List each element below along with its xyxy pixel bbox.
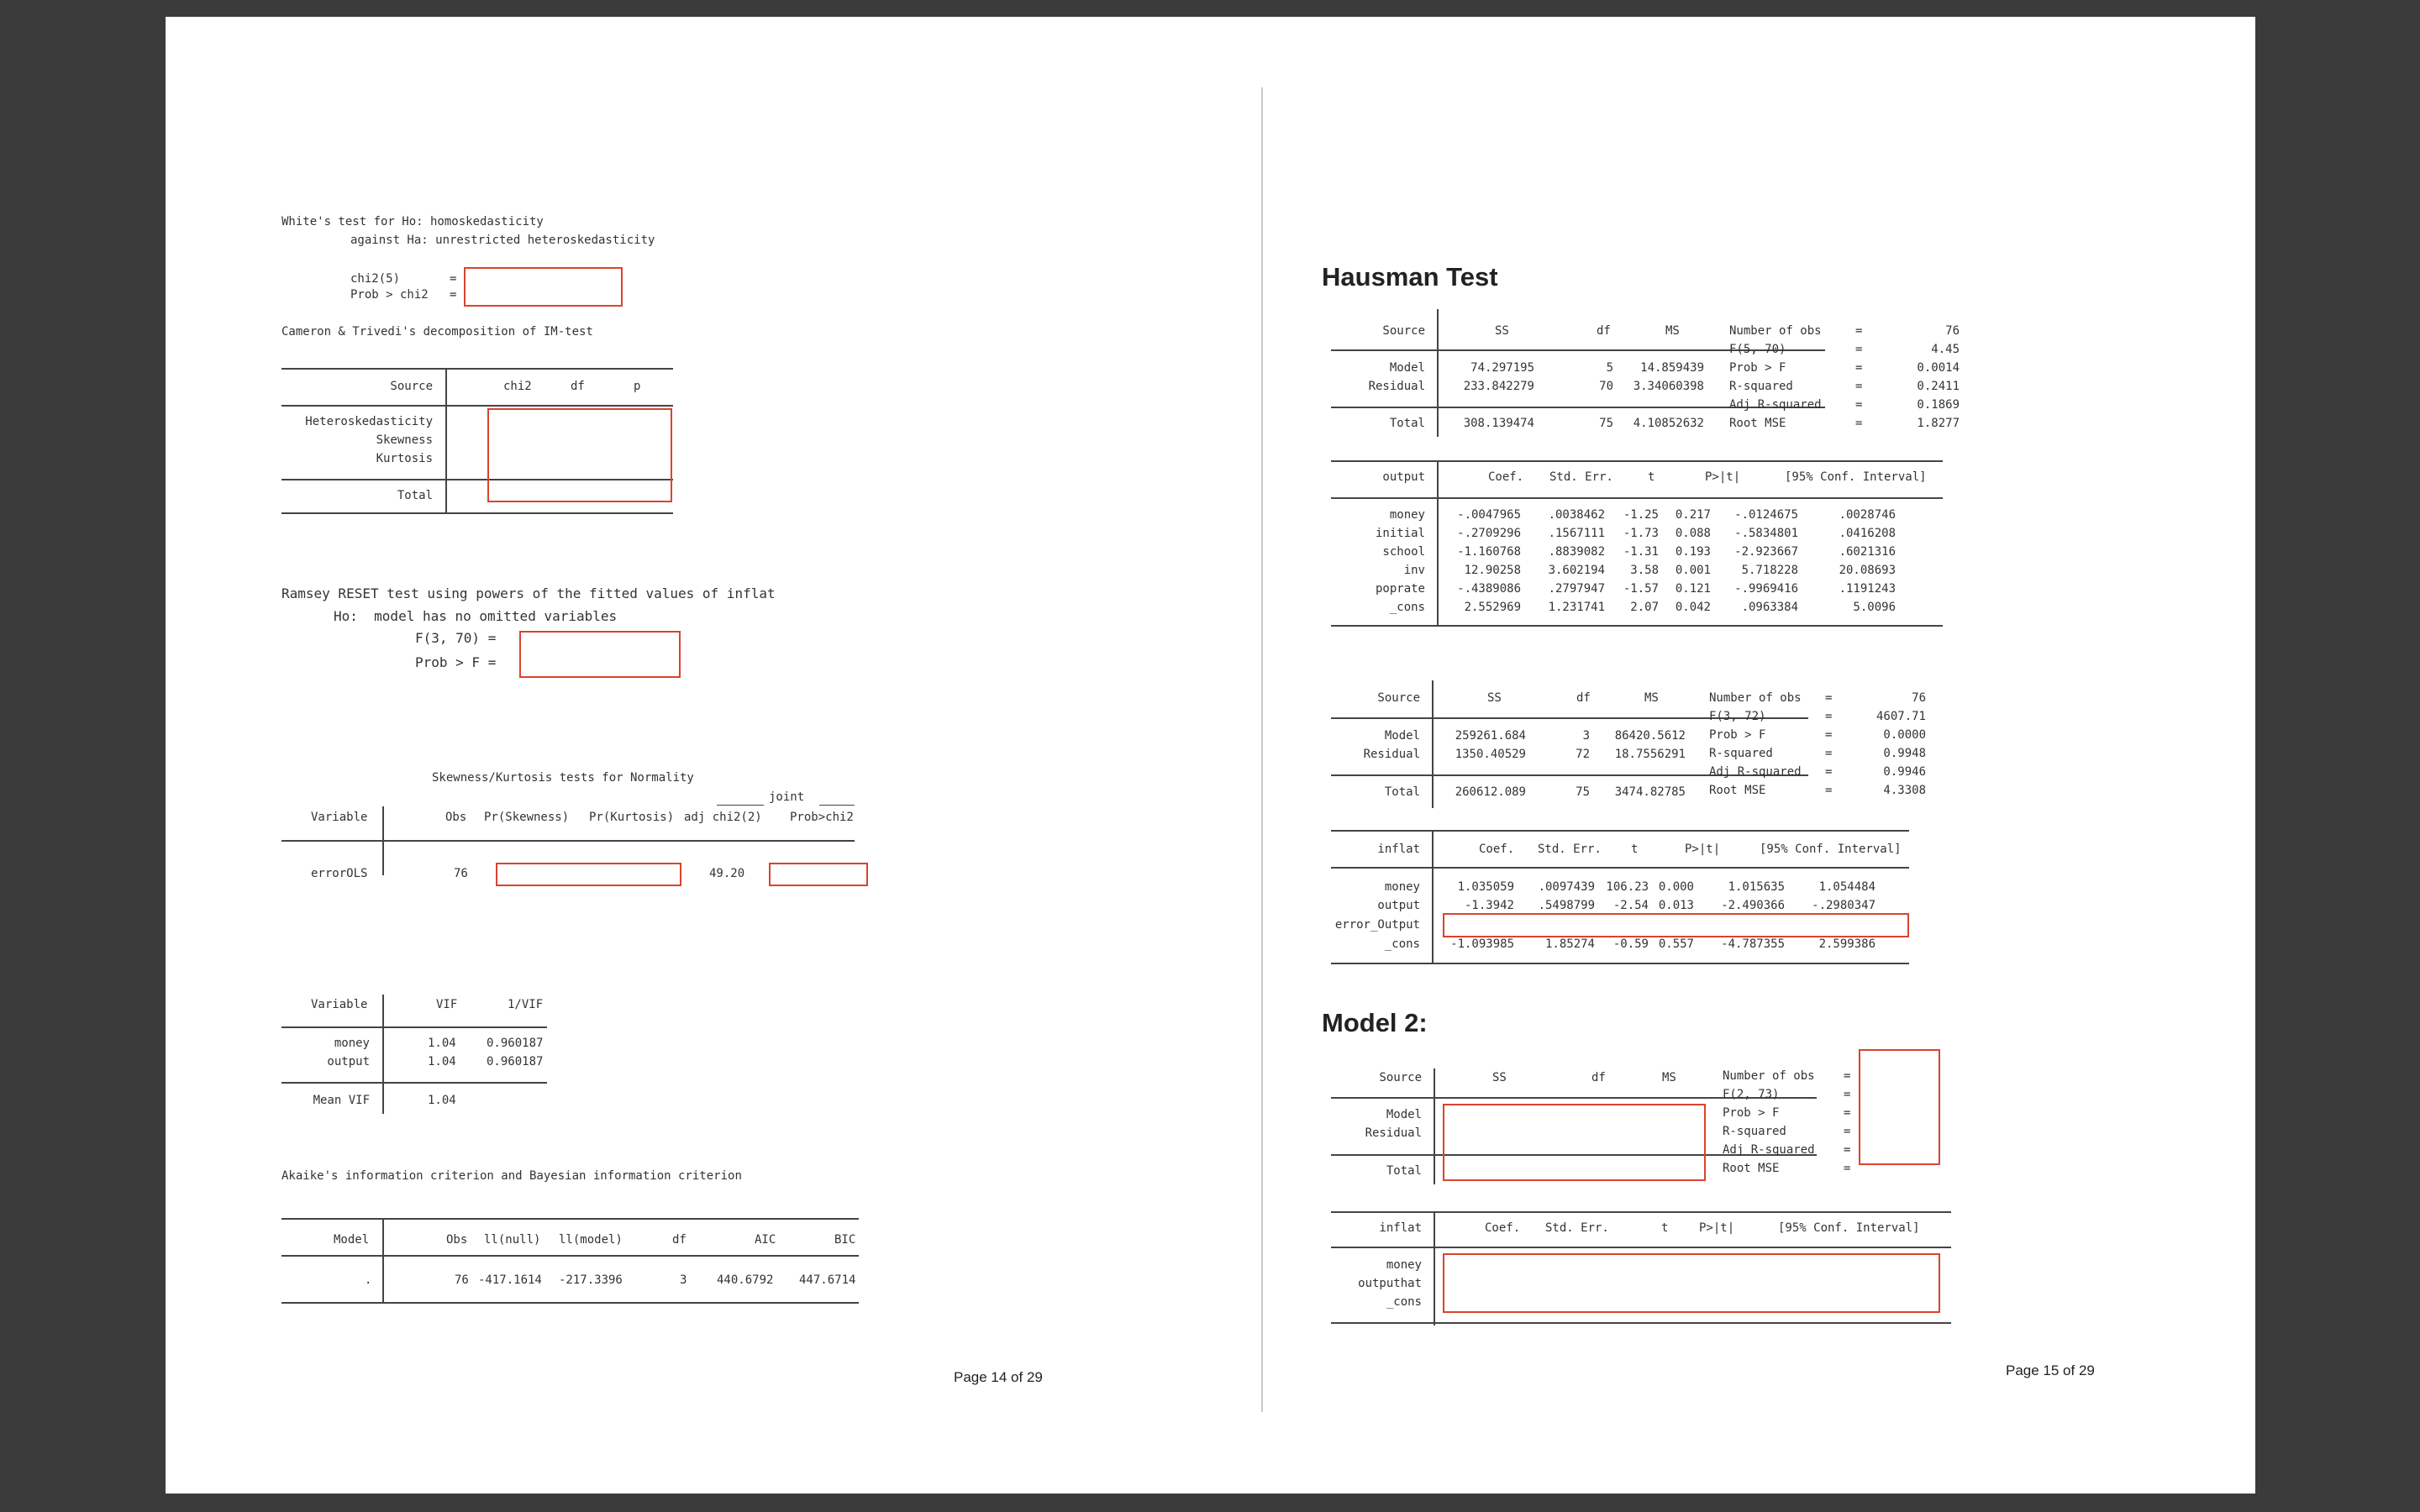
stat-val: 0.9946 bbox=[1883, 765, 1926, 779]
stat-label: Number of obs bbox=[1723, 1069, 1815, 1083]
stat-eq: = bbox=[1825, 728, 1833, 742]
col-obs: Obs bbox=[446, 1233, 468, 1247]
coef-p: 0.193 bbox=[1675, 545, 1711, 559]
anova-df: 3 bbox=[1582, 729, 1590, 743]
coef-t: 106.23 bbox=[1606, 880, 1649, 894]
col-aic: AIC bbox=[755, 1233, 776, 1247]
rule bbox=[281, 368, 673, 370]
col-ci: [95% Conf. Interval] bbox=[1778, 1221, 1920, 1235]
stat-eq: = bbox=[1844, 1088, 1851, 1101]
stat-eq: = bbox=[1855, 417, 1863, 430]
ic-title: Akaike's information criterion and Bayesian information criterion bbox=[281, 1169, 742, 1183]
rule bbox=[281, 1255, 859, 1257]
coef-val: 1.035059 bbox=[1457, 880, 1514, 894]
anova-total-src: Total bbox=[1389, 417, 1425, 430]
stat-label: Number of obs bbox=[1729, 324, 1822, 338]
ic-row-obs: 76 bbox=[455, 1273, 469, 1287]
stat-eq: = bbox=[1855, 398, 1863, 412]
col-chi2: chi2 bbox=[503, 380, 532, 393]
stat-eq: = bbox=[1855, 343, 1863, 356]
coef-lo: -2.923667 bbox=[1734, 545, 1798, 559]
coef-se: .2797947 bbox=[1548, 582, 1605, 596]
anova-src: Residual bbox=[1363, 748, 1420, 761]
col-adj-chi2: adj chi2(2) bbox=[684, 811, 762, 824]
col-obs: Obs bbox=[445, 811, 467, 824]
coef-se: 1.85274 bbox=[1544, 937, 1595, 951]
coef-var: money bbox=[1389, 508, 1425, 522]
ic-row-model: . bbox=[365, 1273, 372, 1287]
ic-row-llmodel: -217.3396 bbox=[559, 1273, 623, 1287]
col-df: df bbox=[571, 380, 585, 393]
col-variable: Variable bbox=[311, 998, 368, 1011]
anova-ss: 74.297195 bbox=[1470, 361, 1534, 375]
col-depvar: inflat bbox=[1377, 843, 1420, 856]
anova-ss: 233.842279 bbox=[1463, 380, 1534, 393]
coef-se: .0097439 bbox=[1538, 880, 1595, 894]
coef-se: .5498799 bbox=[1538, 899, 1595, 912]
vif-row-var: money bbox=[334, 1037, 370, 1050]
model2-heading: Model 2: bbox=[1322, 1008, 1428, 1037]
rule bbox=[1331, 830, 1909, 832]
stat-eq: = bbox=[1844, 1106, 1851, 1120]
stat-val: 1.8277 bbox=[1917, 417, 1960, 430]
coef-lo: -4.787355 bbox=[1721, 937, 1785, 951]
equals: = bbox=[450, 272, 457, 286]
redacted-box bbox=[769, 863, 868, 886]
coef-hi: 20.08693 bbox=[1839, 564, 1896, 577]
col-p: P>|t| bbox=[1705, 470, 1741, 484]
anova-src: Model bbox=[1389, 361, 1425, 375]
coef-var: _cons bbox=[1384, 937, 1420, 951]
rule bbox=[1331, 963, 1909, 964]
redacted-box bbox=[1859, 1049, 1940, 1165]
coef-lo: .0963384 bbox=[1741, 601, 1798, 614]
hausman-heading: Hausman Test bbox=[1322, 262, 1498, 291]
ic-row-bic: 447.6714 bbox=[799, 1273, 856, 1287]
redacted-box bbox=[1443, 913, 1909, 937]
white-test-line2: against Ha: unrestricted heteroskedasticity bbox=[350, 234, 655, 247]
coef-p: 0.001 bbox=[1675, 564, 1711, 577]
col-source: Source bbox=[1382, 324, 1425, 338]
col-depvar: output bbox=[1382, 470, 1425, 484]
col-ci: [95% Conf. Interval] bbox=[1760, 843, 1902, 856]
col-pr-skewness: Pr(Skewness) bbox=[484, 811, 570, 824]
anova-total-df: 75 bbox=[1599, 417, 1613, 430]
stat-val: 0.2411 bbox=[1917, 380, 1960, 393]
coef-var: output bbox=[1377, 899, 1420, 912]
rule bbox=[1331, 1322, 1951, 1324]
row-heteroskedasticity: Heteroskedasticity bbox=[305, 415, 433, 428]
stat-label: R-squared bbox=[1709, 747, 1773, 760]
rule bbox=[1331, 460, 1943, 462]
page-15 bbox=[1213, 17, 2255, 1494]
anova-total-ss: 260612.089 bbox=[1455, 785, 1526, 799]
col-p: P>|t| bbox=[1699, 1221, 1735, 1235]
coef-p: 0.557 bbox=[1658, 937, 1694, 951]
coef-val: -1.3942 bbox=[1464, 899, 1514, 912]
stat-label: R-squared bbox=[1723, 1125, 1786, 1138]
coef-val: 12.90258 bbox=[1464, 564, 1521, 577]
coef-hi: .6021316 bbox=[1839, 545, 1896, 559]
rule bbox=[281, 840, 855, 842]
stat-label: Root MSE bbox=[1729, 417, 1786, 430]
sktest-joint: joint bbox=[769, 790, 805, 804]
vif-row-inv: 0.960187 bbox=[487, 1055, 544, 1068]
white-test-line1: White's test for Ho: homoskedasticity bbox=[281, 215, 544, 228]
col-t: t bbox=[1631, 843, 1639, 856]
rule bbox=[819, 805, 855, 806]
anova-src: Residual bbox=[1365, 1126, 1422, 1140]
coef-val: -.4389086 bbox=[1457, 582, 1521, 596]
col-df: df bbox=[1576, 691, 1591, 705]
rule bbox=[382, 995, 384, 1114]
coef-var: error_Output bbox=[1334, 918, 1420, 932]
row-skewness: Skewness bbox=[376, 433, 433, 447]
stat-label: Prob > F bbox=[1729, 361, 1786, 375]
page-divider bbox=[1261, 87, 1263, 1412]
anova-src: Model bbox=[1386, 1108, 1422, 1121]
stat-eq: = bbox=[1855, 324, 1863, 338]
stat-eq: = bbox=[1844, 1069, 1851, 1083]
rule bbox=[1331, 625, 1943, 627]
stat-eq: = bbox=[1825, 691, 1833, 705]
rule bbox=[717, 805, 764, 806]
sktest-row-obs: 76 bbox=[454, 867, 468, 880]
coef-hi: 1.054484 bbox=[1818, 880, 1876, 894]
stat-label: Prob > F bbox=[1709, 728, 1766, 742]
coef-lo: -2.490366 bbox=[1721, 899, 1785, 912]
col-ll-model: ll(model) bbox=[559, 1233, 623, 1247]
anova-ss: 259261.684 bbox=[1455, 729, 1526, 743]
coef-hi: 2.599386 bbox=[1818, 937, 1876, 951]
redacted-box bbox=[496, 863, 681, 886]
coef-se: .8839082 bbox=[1548, 545, 1605, 559]
rule bbox=[1331, 497, 1943, 499]
anova-df: 70 bbox=[1599, 380, 1613, 393]
coef-t: -1.73 bbox=[1623, 527, 1659, 540]
stat-val: 76 bbox=[1945, 324, 1960, 338]
coef-hi: .1191243 bbox=[1839, 582, 1896, 596]
col-df: df bbox=[1597, 324, 1611, 338]
vif-row-vif: 1.04 bbox=[428, 1055, 456, 1068]
anova-df: 72 bbox=[1576, 748, 1590, 761]
anova-ms: 14.859439 bbox=[1640, 361, 1704, 375]
row-kurtosis: Kurtosis bbox=[376, 452, 433, 465]
rule bbox=[1434, 1211, 1435, 1326]
vif-row-inv: 0.960187 bbox=[487, 1037, 544, 1050]
im-test-title: Cameron & Trivedi's decomposition of IM-test bbox=[281, 325, 593, 339]
coef-t: -1.25 bbox=[1623, 508, 1659, 522]
reset-line2: Ho: model has no omitted variables bbox=[334, 608, 618, 624]
coef-p: 0.042 bbox=[1675, 601, 1711, 614]
coef-val: -1.093985 bbox=[1450, 937, 1514, 951]
coef-t: -1.57 bbox=[1623, 582, 1659, 596]
rule bbox=[281, 1082, 547, 1084]
coef-var: poprate bbox=[1375, 582, 1425, 596]
coef-p: 0.000 bbox=[1658, 880, 1694, 894]
redacted-box bbox=[487, 408, 672, 502]
redacted-box bbox=[1443, 1104, 1706, 1181]
stat-eq: = bbox=[1844, 1143, 1851, 1157]
ic-row-df: 3 bbox=[680, 1273, 687, 1287]
coef-p: 0.088 bbox=[1675, 527, 1711, 540]
col-p: p bbox=[634, 380, 641, 393]
col-source: Source bbox=[1377, 691, 1420, 705]
rule bbox=[281, 1302, 859, 1304]
rule bbox=[281, 1218, 859, 1220]
anova-total-ms: 4.10852632 bbox=[1633, 417, 1704, 430]
col-ms: MS bbox=[1662, 1071, 1676, 1084]
col-coef: Coef. bbox=[1479, 843, 1515, 856]
col-stderr: Std. Err. bbox=[1545, 1221, 1609, 1235]
stat-label: Prob > F bbox=[1723, 1106, 1780, 1120]
col-source: Source bbox=[390, 380, 433, 393]
col-stderr: Std. Err. bbox=[1549, 470, 1613, 484]
redacted-box bbox=[519, 631, 681, 678]
sktest-title: Skewness/Kurtosis tests for Normality bbox=[432, 771, 694, 785]
coef-var: money bbox=[1384, 880, 1420, 894]
rule bbox=[1437, 460, 1439, 627]
coef-t: -1.31 bbox=[1623, 545, 1659, 559]
col-ss: SS bbox=[1495, 324, 1509, 338]
col-ss: SS bbox=[1492, 1071, 1507, 1084]
col-inv-vif: 1/VIF bbox=[508, 998, 544, 1011]
stat-label: Number of obs bbox=[1709, 691, 1802, 705]
coef-val: -.0047965 bbox=[1457, 508, 1521, 522]
col-ss: SS bbox=[1487, 691, 1502, 705]
vif-row-vif: 1.04 bbox=[428, 1037, 456, 1050]
anova-src: Residual bbox=[1368, 380, 1425, 393]
coef-se: 1.231741 bbox=[1548, 601, 1605, 614]
col-df: df bbox=[672, 1233, 687, 1247]
anova-src: Model bbox=[1384, 729, 1420, 743]
ic-row-llnull: -417.1614 bbox=[478, 1273, 542, 1287]
prob-chi2-label: Prob > chi2 bbox=[350, 288, 429, 302]
col-model: Model bbox=[334, 1233, 370, 1247]
anova-total-ms: 3474.82785 bbox=[1614, 785, 1686, 799]
col-coef: Coef. bbox=[1485, 1221, 1521, 1235]
reset-prob-label: Prob > F = bbox=[415, 654, 497, 670]
col-p: P>|t| bbox=[1685, 843, 1721, 856]
stat-eq: = bbox=[1844, 1162, 1851, 1175]
chi2-label: chi2(5) bbox=[350, 272, 401, 286]
ic-row-aic: 440.6792 bbox=[717, 1273, 774, 1287]
coef-hi: .0028746 bbox=[1839, 508, 1896, 522]
coef-hi: -.2980347 bbox=[1812, 899, 1876, 912]
rule bbox=[382, 1218, 384, 1302]
coef-t: 2.07 bbox=[1630, 601, 1659, 614]
col-bic: BIC bbox=[834, 1233, 856, 1247]
col-coef: Coef. bbox=[1488, 470, 1524, 484]
coef-val: -1.160768 bbox=[1457, 545, 1521, 559]
coef-lo: -.0124675 bbox=[1734, 508, 1798, 522]
stat-label: F(3, 72) bbox=[1709, 710, 1766, 723]
coef-p: 0.013 bbox=[1658, 899, 1694, 912]
mean-vif-val: 1.04 bbox=[428, 1094, 456, 1107]
rule bbox=[445, 368, 447, 512]
stat-eq: = bbox=[1855, 380, 1863, 393]
stat-eq: = bbox=[1825, 747, 1833, 760]
coef-t: -2.54 bbox=[1612, 899, 1649, 912]
anova-ss: 1350.40529 bbox=[1455, 748, 1526, 761]
coef-var: school bbox=[1382, 545, 1425, 559]
col-ll-null: ll(null) bbox=[484, 1233, 541, 1247]
coef-t: 3.58 bbox=[1630, 564, 1659, 577]
coef-p: 0.217 bbox=[1675, 508, 1711, 522]
coef-var: initial bbox=[1375, 527, 1425, 540]
page-number: Page 14 of 29 bbox=[954, 1369, 1043, 1385]
anova-total-src: Total bbox=[1384, 785, 1420, 799]
coef-var: money bbox=[1386, 1258, 1422, 1272]
coef-hi: .0416208 bbox=[1839, 527, 1896, 540]
coef-val: -.2709296 bbox=[1457, 527, 1521, 540]
rule bbox=[1432, 680, 1434, 808]
rule bbox=[281, 405, 673, 407]
sktest-row-chi2: 49.20 bbox=[709, 867, 745, 880]
stat-val: 0.0014 bbox=[1917, 361, 1960, 375]
rule bbox=[1331, 1247, 1951, 1248]
redacted-box bbox=[1443, 1253, 1940, 1313]
anova-df: 5 bbox=[1606, 361, 1613, 375]
col-t: t bbox=[1661, 1221, 1669, 1235]
stat-eq: = bbox=[1825, 765, 1833, 779]
col-pr-kurtosis: Pr(Kurtosis) bbox=[589, 811, 675, 824]
coef-var: outputhat bbox=[1358, 1277, 1422, 1290]
col-df: df bbox=[1591, 1071, 1606, 1084]
coef-lo: 5.718228 bbox=[1741, 564, 1798, 577]
redacted-box bbox=[464, 267, 623, 307]
rule bbox=[281, 512, 673, 514]
stat-val: 0.0000 bbox=[1883, 728, 1926, 742]
stat-label: F(5, 70) bbox=[1729, 343, 1786, 356]
rule bbox=[1432, 830, 1434, 964]
stat-val: 4607.71 bbox=[1876, 710, 1926, 723]
reset-line1: Ramsey RESET test using powers of the fitted values of inflat bbox=[281, 585, 776, 601]
row-total: Total bbox=[397, 489, 433, 502]
coef-lo: 1.015635 bbox=[1728, 880, 1785, 894]
col-ci: [95% Conf. Interval] bbox=[1785, 470, 1927, 484]
stat-label: R-squared bbox=[1729, 380, 1793, 393]
coef-lo: -.5834801 bbox=[1734, 527, 1798, 540]
anova-ms: 3.34060398 bbox=[1633, 380, 1704, 393]
col-source: Source bbox=[1379, 1071, 1422, 1084]
stat-val: 0.9948 bbox=[1883, 747, 1926, 760]
coef-se: .1567111 bbox=[1548, 527, 1605, 540]
stat-label: F(2, 73) bbox=[1723, 1088, 1780, 1101]
coef-t: -0.59 bbox=[1612, 937, 1649, 951]
stat-eq: = bbox=[1825, 710, 1833, 723]
rule bbox=[1331, 867, 1909, 869]
coef-var: _cons bbox=[1386, 1295, 1422, 1309]
stat-val: 4.3308 bbox=[1883, 784, 1926, 797]
stat-label: Adj R-squared bbox=[1723, 1143, 1815, 1157]
stat-label: Root MSE bbox=[1723, 1162, 1780, 1175]
stat-eq: = bbox=[1825, 784, 1833, 797]
col-variable: Variable bbox=[311, 811, 368, 824]
rule bbox=[1434, 1068, 1435, 1184]
col-t: t bbox=[1648, 470, 1655, 484]
anova-ms: 18.7556291 bbox=[1614, 748, 1686, 761]
col-ms: MS bbox=[1644, 691, 1659, 705]
rule bbox=[1437, 309, 1439, 437]
coef-var: inv bbox=[1403, 564, 1425, 577]
anova-total-src: Total bbox=[1386, 1164, 1422, 1178]
col-depvar: inflat bbox=[1379, 1221, 1422, 1235]
stat-eq: = bbox=[1844, 1125, 1851, 1138]
col-vif: VIF bbox=[436, 998, 458, 1011]
anova-total-df: 75 bbox=[1576, 785, 1590, 799]
rule bbox=[1331, 1211, 1951, 1213]
equals: = bbox=[450, 288, 457, 302]
reset-f-label: F(3, 70) = bbox=[415, 630, 497, 646]
rule bbox=[281, 1026, 547, 1028]
stat-eq: = bbox=[1855, 361, 1863, 375]
coef-var: _cons bbox=[1389, 601, 1425, 614]
coef-p: 0.121 bbox=[1675, 582, 1711, 596]
coef-val: 2.552969 bbox=[1464, 601, 1521, 614]
stat-label: Adj R-squared bbox=[1729, 398, 1822, 412]
page-number: Page 15 of 29 bbox=[2006, 1362, 2095, 1378]
mean-vif-label: Mean VIF bbox=[313, 1094, 370, 1107]
coef-se: 3.602194 bbox=[1548, 564, 1605, 577]
coef-lo: -.9969416 bbox=[1734, 582, 1798, 596]
page-14 bbox=[166, 17, 1213, 1494]
coef-hi: 5.0096 bbox=[1853, 601, 1896, 614]
stat-label: Adj R-squared bbox=[1709, 765, 1802, 779]
sktest-row-var: errorOLS bbox=[311, 867, 368, 880]
col-stderr: Std. Err. bbox=[1538, 843, 1602, 856]
coef-se: .0038462 bbox=[1548, 508, 1605, 522]
stat-label: Root MSE bbox=[1709, 784, 1766, 797]
col-ms: MS bbox=[1665, 324, 1680, 338]
stat-val: 76 bbox=[1912, 691, 1926, 705]
anova-total-ss: 308.139474 bbox=[1463, 417, 1534, 430]
col-prob-chi2: Prob>chi2 bbox=[790, 811, 854, 824]
stat-val: 0.1869 bbox=[1917, 398, 1960, 412]
stat-val: 4.45 bbox=[1931, 343, 1960, 356]
anova-ms: 86420.5612 bbox=[1614, 729, 1686, 743]
vif-row-var: output bbox=[327, 1055, 370, 1068]
